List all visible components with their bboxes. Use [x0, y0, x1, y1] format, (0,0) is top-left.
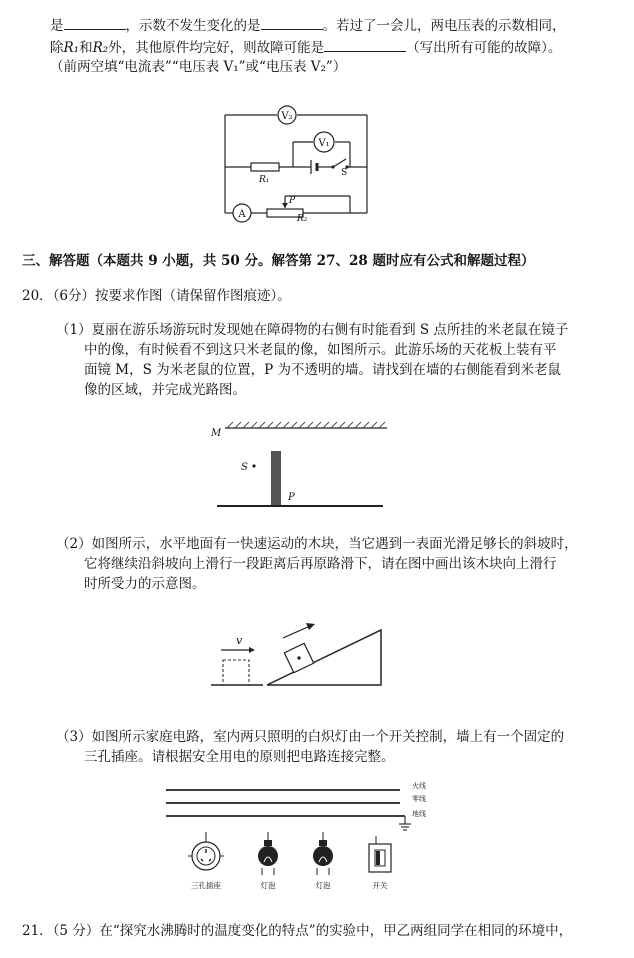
- wall-p: [271, 451, 281, 506]
- circuit-diagram: [215, 100, 380, 230]
- socket-icon: [188, 832, 224, 870]
- svg-text:地线: 地线: [412, 810, 426, 818]
- svg-text:P: P: [289, 196, 296, 206]
- q20-p3-line: 三孔插座。请根据安全用电的原则把电路连接完整。: [84, 749, 395, 765]
- svg-text:灯泡: 灯泡: [315, 881, 331, 890]
- svg-text:三孔插座: 三孔插座: [191, 881, 221, 890]
- q20-p2-line: 时所受力的示意图。: [84, 576, 206, 592]
- q20-p1-line: 中的像，有时候看不到这只米老鼠的像，如图所示。此游乐场的天花板上装有平: [84, 342, 557, 358]
- switch-icon: [369, 836, 391, 872]
- light-bulb-icon: [258, 832, 278, 875]
- earth-icon: [399, 816, 411, 830]
- svg-text:R₂: R₂: [297, 214, 308, 224]
- svg-text:A: A: [238, 209, 246, 220]
- slide-arrow: [283, 626, 310, 638]
- svg-text:火线: 火线: [412, 782, 426, 790]
- answer-blank-1[interactable]: [64, 16, 126, 30]
- q20-header: 20．（6分）按要求作图（请保留作图痕迹）。: [22, 288, 291, 304]
- block-dashed: [223, 660, 249, 685]
- svg-text:灯泡: 灯泡: [260, 881, 276, 890]
- section-heading: 三、解答题（本题共 9 小题，共 50 分。解答第 27、28 题时应有公式和解题过程）: [22, 253, 535, 269]
- svg-text:R₁: R₁: [259, 175, 270, 185]
- svg-text:开关: 开关: [372, 881, 388, 890]
- svg-text:V₂: V₂: [281, 111, 293, 122]
- prev-line-1: 是 ，示数不发生变化的是 。若过了一会儿，两电压表的示数相同，: [50, 18, 566, 34]
- q20-p2-line: 它将继续沿斜坡向上滑行一段距离后再原路滑下，请在图中画出该木块向上滑行: [84, 556, 557, 572]
- q20-p3-line: （3）如图所示家庭电路，室内两只照明的白炽灯由一个开关控制，墙上有一个固定的: [56, 729, 565, 745]
- svg-text:v: v: [236, 634, 243, 647]
- q21-header: 21．（5 分）在“探究水沸腾时的温度变化的特点”的实验中，甲乙两组同学在相同的环境中，: [22, 923, 573, 939]
- q20-p1-line: 像的区域，并完成光路图。: [84, 382, 246, 398]
- svg-text:零线: 零线: [412, 795, 426, 803]
- svg-text:P: P: [288, 492, 295, 503]
- answer-blank-3[interactable]: [324, 38, 406, 52]
- household-circuit-figure: [160, 780, 450, 895]
- incline: [267, 630, 381, 685]
- svg-text:V₁: V₁: [318, 138, 330, 149]
- prev-line-3: （前两空填“电流表”“电压表 V₁”或“电压表 V₂”）: [50, 59, 347, 75]
- mirror-hatching: [227, 422, 385, 428]
- svg-text:S: S: [241, 462, 248, 473]
- block-on-slope: [284, 643, 313, 672]
- svg-text:S: S: [341, 168, 348, 178]
- svg-text:M: M: [211, 428, 222, 439]
- point-s: [252, 464, 255, 467]
- answer-blank-2[interactable]: [261, 16, 323, 30]
- q20-p1-line: 面镜 M，S 为米老鼠的位置，P 为不透明的墙。请找到在墙的右侧能看到米老鼠: [84, 362, 562, 378]
- light-bulb-icon: [313, 832, 333, 875]
- q20-p2-line: （2）如图所示，水平地面有一快速运动的木块，当它遇到一表面光滑足够长的斜坡时，: [56, 536, 578, 552]
- q20-p1-line: （1）夏丽在游乐场游玩时发现她在障碍物的右侧有时能看到 S 点所挂的米老鼠在镜子: [56, 322, 569, 338]
- slope-figure: [205, 620, 390, 692]
- mirror-figure: [205, 418, 395, 510]
- prev-line-2: 除R₁和R₂外，其他原件均完好，则故障可能是 （写出所有可能的故障）。: [50, 40, 562, 56]
